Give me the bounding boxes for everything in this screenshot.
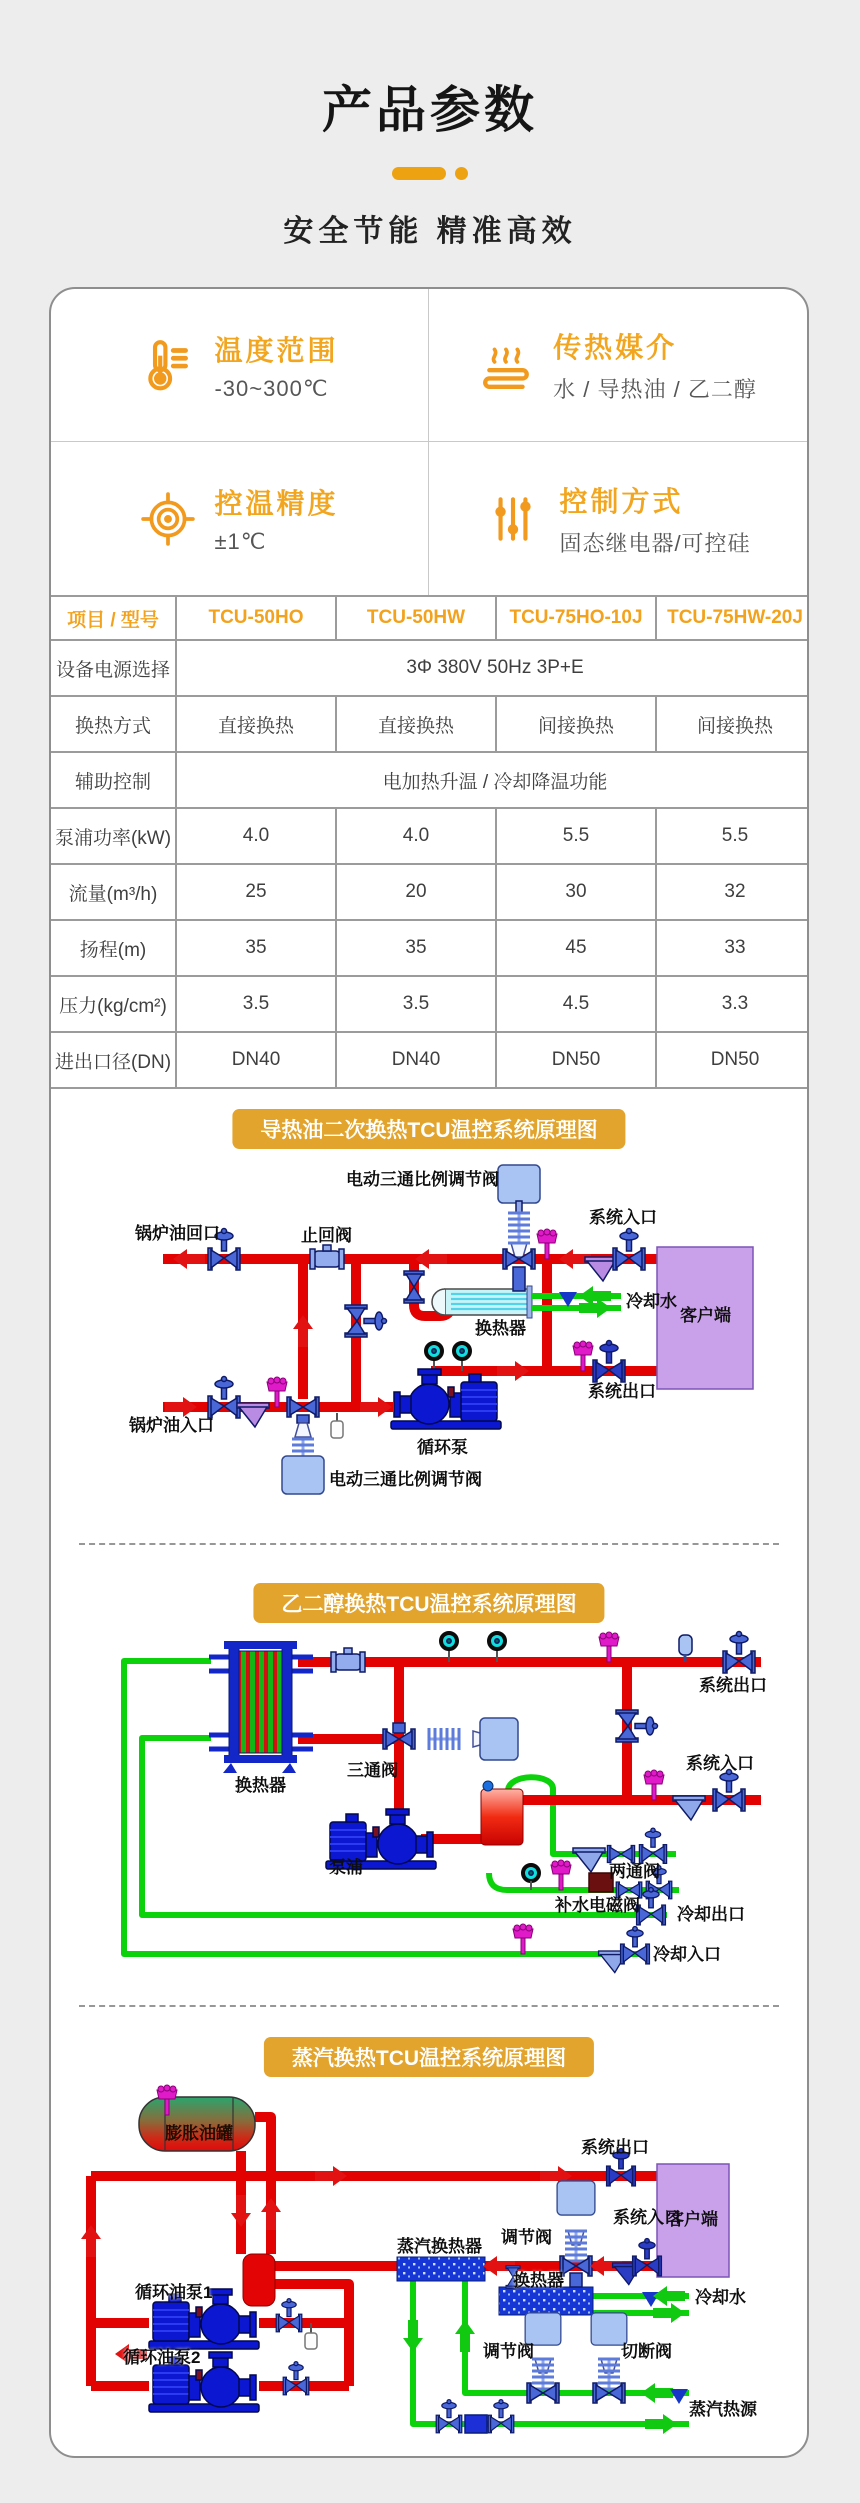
label-exchanger: 换热器 — [475, 1319, 526, 1338]
label-cooling-inlet: 冷却入口 — [653, 1945, 721, 1964]
diagram1-title: 导热油二次换热TCU温控系统原理图 — [232, 1109, 625, 1149]
flow-arrow-up — [455, 2320, 475, 2352]
three-way-valve — [287, 1397, 319, 1417]
actuator-box — [591, 2313, 627, 2345]
flow-arrow-left — [641, 2383, 673, 2403]
label-regulating-valve2: 调节阀 — [483, 2342, 534, 2361]
label-system-outlet: 系统出口 — [699, 1676, 767, 1695]
actuator-box — [480, 1718, 518, 1760]
strainer-funnel — [673, 1796, 705, 1820]
feature-text — [214, 482, 338, 555]
diagram2-title: 乙二醇换热TCU温控系统原理图 — [253, 1583, 604, 1623]
feature-text — [214, 329, 338, 402]
heat-medium-icon — [479, 337, 535, 393]
feature-heat-medium — [429, 289, 807, 442]
valve-spring — [598, 2359, 620, 2389]
pressure-gauge — [523, 1865, 539, 1881]
legs — [223, 1763, 296, 1773]
table-cell: 直接换热 — [176, 696, 336, 752]
expansion-pot — [679, 1635, 692, 1655]
flow-arrow-right — [653, 2303, 685, 2323]
table-header-row — [50, 596, 809, 640]
valve-spring — [508, 1213, 530, 1243]
table-cell: 35 — [336, 920, 496, 976]
two-way-valve — [607, 1846, 634, 1863]
table-row — [50, 976, 809, 1032]
col-header: TCU-75HW-20J — [656, 596, 809, 640]
spec-table — [49, 595, 809, 1089]
sliders-icon — [485, 491, 541, 547]
col-header: TCU-50HW — [336, 596, 496, 640]
feature-title: 控温精度 — [214, 488, 339, 519]
steam-valve — [488, 2400, 514, 2433]
flow-arrow-down — [403, 2320, 423, 2352]
label-pump1: 循环油泵1 — [135, 2283, 213, 2302]
valve-spring — [532, 2359, 554, 2389]
table-cell: 4.0 — [336, 808, 496, 864]
feature-value: ±1℃ — [214, 529, 267, 554]
table-row — [50, 1032, 809, 1088]
table-cell: 电加热升温 / 冷却降温功能 — [176, 752, 809, 808]
valve-port — [513, 1267, 525, 1291]
flow-arrow-right — [360, 1397, 392, 1417]
pressure-gauge — [441, 1633, 457, 1649]
table-cell: 32 — [656, 864, 809, 920]
steam-valve — [436, 2400, 462, 2433]
valve-spring — [429, 1728, 459, 1750]
frame-plate — [229, 1647, 239, 1757]
label-system-outlet: 系统出口 — [588, 1382, 656, 1401]
pressure-gauge — [454, 1343, 470, 1359]
flow-arrow-left — [415, 1249, 447, 1269]
table-cell: 5.5 — [656, 808, 809, 864]
table-cell: 3Φ 380V 50Hz 3P+E — [176, 640, 809, 696]
label-steam-source: 蒸汽热源 — [689, 2400, 757, 2419]
actuator-stem — [516, 1201, 522, 1213]
plate-exchanger — [209, 1641, 313, 1773]
feature-precision — [51, 442, 429, 595]
flow-arrow-right — [497, 1361, 529, 1381]
pressure-gauge — [489, 1633, 505, 1649]
label-pump: 泵浦 — [329, 1858, 363, 1877]
drain-flask — [331, 1421, 343, 1438]
label-three-way-valve: 三通阀 — [347, 1761, 398, 1780]
page-title: 产品参数 — [322, 82, 538, 138]
table-cell: 直接换热 — [336, 696, 496, 752]
diagram1-canvas — [61, 1155, 801, 1520]
plate-pack — [238, 1651, 283, 1753]
row-label: 辅助控制 — [50, 752, 176, 808]
valve-neck — [295, 1423, 311, 1437]
content-card — [49, 287, 809, 2458]
feature-title: 控制方式 — [559, 485, 684, 517]
table-cell: 3.3 — [656, 976, 809, 1032]
cooling-inlet-valve — [621, 1927, 650, 1964]
steam-exchanger-box — [397, 2257, 485, 2281]
steam-trap — [465, 2415, 487, 2433]
valve-port — [570, 2273, 582, 2287]
table-cell: 25 — [176, 864, 336, 920]
table-cell: DN40 — [176, 1032, 336, 1088]
col-header: TCU-50HO — [176, 596, 336, 640]
label-cooling-water: 冷却水 — [695, 2288, 746, 2307]
label-system-inlet: 系统入口 — [686, 1754, 754, 1773]
table-cell: 4.0 — [176, 808, 336, 864]
row-label: 压力(kg/cm²) — [50, 976, 176, 1032]
table-row — [50, 696, 809, 752]
feature-text — [553, 326, 757, 404]
flow-arrow-right — [645, 2414, 677, 2434]
label-makeup-valve: 补水电磁阀 — [555, 1896, 640, 1915]
table-cell: 间接换热 — [496, 696, 656, 752]
feature-text — [559, 480, 750, 558]
label-shutoff-valve: 切断阀 — [621, 2342, 672, 2361]
check-valve — [310, 1245, 344, 1269]
flow-arrow-right — [315, 2166, 347, 2186]
title-divider — [0, 167, 860, 180]
feature-grid — [51, 289, 807, 595]
exchanger-box — [499, 2287, 593, 2315]
label-client: 客户端 — [667, 2210, 718, 2229]
col-header: 项目 / 型号 — [50, 596, 176, 640]
flow-arrow-down — [231, 2195, 251, 2227]
valve-port — [297, 1415, 309, 1423]
frame-plate — [282, 1647, 292, 1757]
diagram3-canvas — [61, 2081, 801, 2441]
label-cooling-outlet: 冷却出口 — [677, 1905, 745, 1924]
label-cooling-water: 冷却水 — [626, 1292, 677, 1311]
actuator-box — [282, 1456, 324, 1494]
table-cell: 30 — [496, 864, 656, 920]
feature-control-mode — [429, 442, 807, 595]
feature-title: 传热媒介 — [553, 332, 678, 363]
divider-dot — [455, 167, 468, 180]
strainer-funnel — [237, 1403, 269, 1427]
table-cell: 3.5 — [336, 976, 496, 1032]
tank-knob — [483, 1781, 493, 1791]
drain-flask — [305, 2333, 317, 2349]
strainer-funnel — [585, 1257, 617, 1281]
label-system-inlet: 系统入口 — [589, 1208, 657, 1227]
label-regulating-valve: 调节阀 — [501, 2228, 552, 2247]
row-label: 换热方式 — [50, 696, 176, 752]
flow-arrow-up — [81, 2225, 101, 2257]
page-subtitle: 安全节能 精准高效 — [283, 215, 577, 248]
table-cell: 45 — [496, 920, 656, 976]
flow-arrow-up — [293, 1315, 313, 1347]
table-row — [50, 920, 809, 976]
table-cell: 20 — [336, 864, 496, 920]
section-divider — [79, 2005, 779, 2007]
label-exchanger: 换热器 — [513, 2271, 564, 2290]
table-cell: 3.5 — [176, 976, 336, 1032]
flow-arrow-right — [165, 1397, 197, 1417]
table-cell: 5.5 — [496, 808, 656, 864]
table-cell: DN50 — [656, 1032, 809, 1088]
heater — [243, 2254, 275, 2306]
valves-and-fittings — [165, 1165, 645, 1494]
feature-value: 固态继电器/可控硅 — [559, 530, 751, 556]
cooling-valve — [559, 1292, 577, 1307]
check-valve — [331, 1648, 365, 1672]
divider-bar — [392, 167, 446, 180]
feature-temperature-range — [51, 289, 429, 442]
diagram2-canvas — [61, 1627, 801, 1977]
row-label: 扬程(m) — [50, 920, 176, 976]
table-cell: 35 — [176, 920, 336, 976]
table-row — [50, 864, 809, 920]
bottom-bar — [224, 1755, 297, 1763]
strainer-funnel — [573, 1848, 605, 1872]
table-cell: 间接换热 — [656, 696, 809, 752]
table-cell: 33 — [656, 920, 809, 976]
inline-valve — [404, 1271, 424, 1303]
row-label: 设备电源选择 — [50, 640, 176, 696]
feature-title: 温度范围 — [214, 334, 339, 366]
valve-port — [393, 1723, 405, 1733]
col-header: TCU-75HO-10J — [496, 596, 656, 640]
section-divider — [79, 1543, 779, 1545]
label-pump2: 循环油泵2 — [123, 2348, 201, 2367]
actuator-box — [525, 2313, 561, 2345]
valve-spring — [565, 2231, 587, 2261]
diagram1-svg — [61, 1155, 801, 1520]
label-pump: 循环泵 — [417, 1438, 468, 1457]
tee-valve — [639, 1828, 666, 1863]
actuator-box — [498, 1165, 540, 1203]
temperature-sensor — [551, 1860, 571, 1890]
diagram3-title: 蒸汽换热TCU温控系统原理图 — [264, 2037, 594, 2077]
label-system-inlet: 系统入口 — [613, 2208, 681, 2227]
target-icon — [140, 491, 196, 547]
actuator-box — [557, 2181, 595, 2215]
label-check-valve: 止回阀 — [301, 1226, 352, 1245]
flow-arrow-left — [173, 1249, 205, 1269]
label-boiler-inlet: 锅炉油入口 — [129, 1416, 214, 1435]
label-steam-exchanger: 蒸汽换热器 — [397, 2237, 482, 2256]
row-label: 流量(m³/h) — [50, 864, 176, 920]
label-expansion-tank: 膨胀油罐 — [165, 2124, 233, 2143]
pressure-gauge — [426, 1343, 442, 1359]
label-two-way-valve: 两通阀 — [609, 1862, 660, 1881]
row-label: 泵浦功率(kW) — [50, 808, 176, 864]
circulation-pump — [391, 1369, 501, 1429]
table-row — [50, 752, 809, 808]
row-label: 进出口径(DN) — [50, 1032, 176, 1088]
label-boiler-return: 锅炉油回口 — [135, 1224, 220, 1243]
table-row — [50, 640, 809, 696]
top-bar — [224, 1641, 297, 1649]
flow-arrow-left — [653, 2286, 685, 2306]
label-motor-valve-bottom: 电动三通比例调节阀 — [329, 1470, 482, 1489]
table-cell: DN40 — [336, 1032, 496, 1088]
table-cell: 4.5 — [496, 976, 656, 1032]
heater-tank — [481, 1789, 523, 1845]
table-cell: DN50 — [496, 1032, 656, 1088]
temperature-sensor — [513, 1924, 533, 1954]
table-row — [50, 808, 809, 864]
feature-value: 水 / 导热油 / 乙二醇 — [553, 377, 757, 402]
thermometer-icon — [140, 337, 196, 393]
feature-value: -30~300℃ — [214, 375, 329, 401]
label-system-outlet: 系统出口 — [581, 2138, 649, 2157]
label-client: 客户端 — [680, 1306, 731, 1325]
label-motor-valve-top: 电动三通比例调节阀 — [346, 1170, 499, 1189]
flow-arrow-up — [261, 2198, 281, 2230]
label-exchanger: 换热器 — [235, 1776, 286, 1795]
